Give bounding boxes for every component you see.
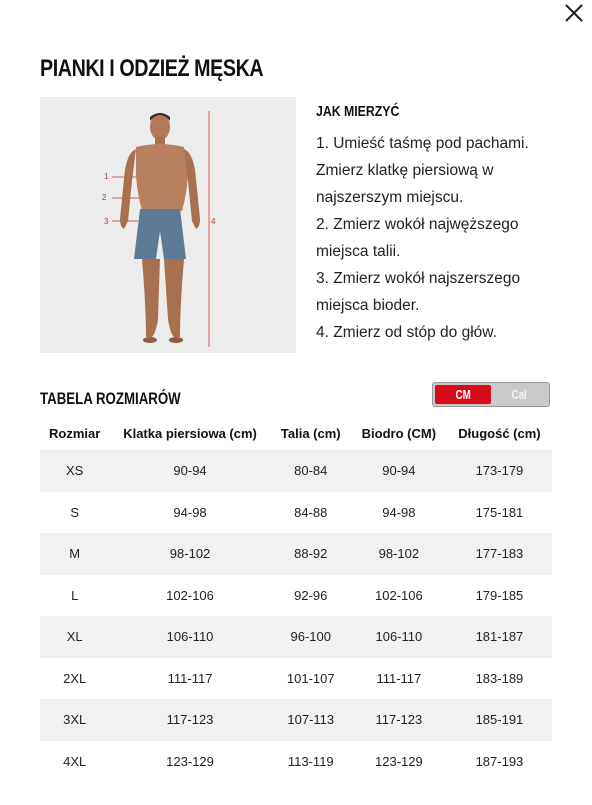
table-cell: 123-129 (166, 753, 214, 769)
table-cell: 94-98 (173, 504, 207, 520)
table-cell: M (40, 533, 109, 575)
marker-4: 4 (211, 217, 216, 226)
table-cell: 3XL (40, 699, 109, 741)
table-cell: 117-123 (109, 699, 270, 741)
table-cell: XS (40, 450, 109, 492)
table-cell: S (70, 504, 80, 520)
unit-option-cal[interactable] (491, 385, 547, 404)
measure-step: 1. Umieść taśmę pod pachami. Zmierz klatkę piersiową w najszerszym miejscu. (316, 135, 529, 206)
table-cell: 173-179 (447, 450, 552, 492)
table-cell: 4XL (63, 753, 87, 769)
table-cell: 175-181 (475, 504, 524, 520)
table-cell: 181-187 (447, 616, 552, 658)
column-header: Długość (cm) (458, 426, 541, 441)
table-cell: 117-123 (351, 699, 447, 741)
table-cell: 183-189 (475, 670, 524, 686)
table-cell: 94-98 (382, 504, 416, 520)
table-cell: 106-110 (351, 616, 447, 658)
table-cell: 88-92 (271, 533, 351, 575)
table-cell: 187-193 (475, 753, 524, 769)
page-title: PIANKI I ODZIEŻ MĘSKA (40, 55, 264, 82)
table-cell: 177-183 (447, 533, 552, 575)
unit-option-cal-label: Cal (511, 387, 527, 402)
table-row (40, 616, 552, 658)
table-cell: 102-106 (375, 587, 423, 603)
column-header: Klatka piersiowa (cm) (123, 426, 257, 441)
table-cell: 2XL (63, 670, 87, 686)
marker-3: 3 (104, 217, 109, 226)
measure-step: 3. Zmierz wokół najszerszego miejsca bioder. (316, 270, 521, 314)
measure-step: 2. Zmierz wokół najwęższego miejsca talii. (316, 216, 519, 260)
table-header-row (40, 417, 552, 450)
table-row (40, 658, 552, 700)
table-row (40, 741, 552, 783)
measurement-figure (40, 97, 296, 353)
size-table (40, 417, 552, 782)
measure-steps (316, 130, 566, 346)
table-cell: 98-102 (109, 533, 270, 575)
man-figure-illustration (40, 97, 296, 353)
table-cell: 98-102 (351, 533, 447, 575)
how-to-measure-title: JAK MIERZYĆ (316, 103, 400, 120)
table-cell: 107-113 (271, 699, 351, 741)
table-cell: 179-185 (475, 587, 524, 603)
table-cell: 90-94 (109, 450, 270, 492)
table-cell: 96-100 (271, 616, 351, 658)
table-row (40, 699, 552, 741)
column-header: Talia (cm) (280, 426, 341, 441)
table-row (40, 533, 552, 575)
table-cell: 113-119 (287, 753, 334, 769)
unit-option-cm-label: CM (455, 387, 471, 402)
table-cell: 106-110 (109, 616, 270, 658)
marker-1: 1 (104, 172, 109, 181)
table-cell: 111-117 (376, 670, 422, 686)
table-cell: 90-94 (351, 450, 447, 492)
unit-option-cm[interactable] (435, 385, 491, 404)
unit-toggle[interactable] (432, 382, 550, 407)
close-button[interactable] (561, 0, 587, 26)
table-cell: 84-88 (294, 504, 328, 520)
table-cell: XL (40, 616, 109, 658)
table-cell: 92-96 (294, 587, 328, 603)
column-header: Biodro (CM) (361, 426, 437, 441)
table-row (40, 450, 552, 492)
column-header: Rozmiar (49, 426, 101, 441)
table-cell: L (71, 587, 79, 603)
table-cell: 111-117 (167, 670, 213, 686)
marker-2: 2 (102, 193, 107, 202)
table-row (40, 575, 552, 617)
measure-step: 4. Zmierz od stóp do głów. (316, 324, 497, 341)
table-cell: 102-106 (166, 587, 214, 603)
table-cell: 101-107 (286, 670, 335, 686)
table-row (40, 492, 552, 534)
close-icon (561, 0, 587, 26)
table-cell: 80-84 (271, 450, 351, 492)
size-table-title: TABELA ROZMIARÓW (40, 389, 181, 408)
table-cell: 185-191 (447, 699, 552, 741)
table-cell: 123-129 (375, 753, 423, 769)
